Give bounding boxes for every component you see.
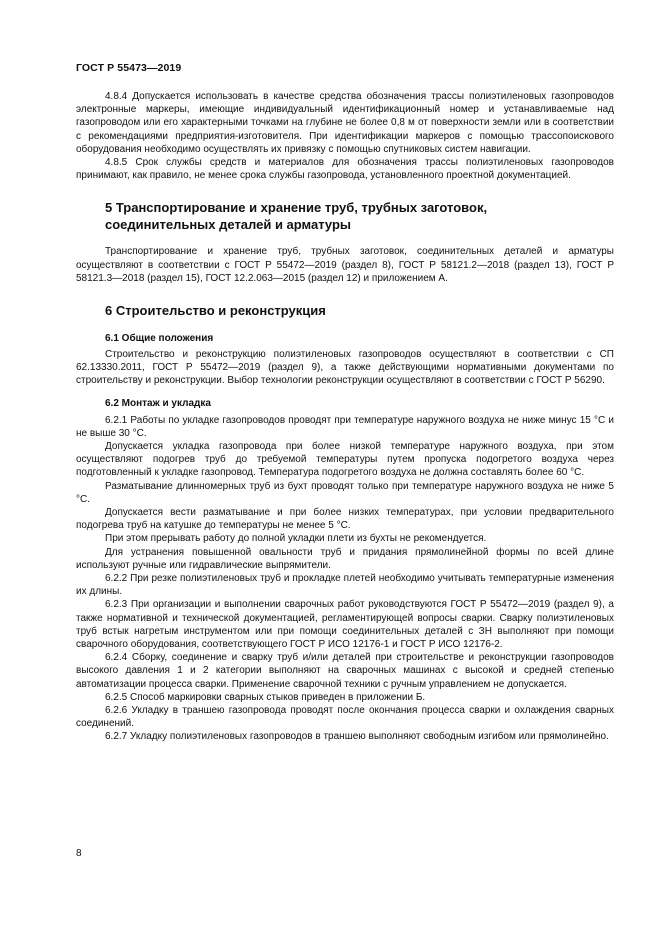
paragraph-6-2-7: 6.2.7 Укладку полиэтиленовых газопроводов в траншею выполняют свободным изгибом или прямолинейно. <box>105 731 609 743</box>
subsection-6-1-heading: 6.1 Общие положения <box>105 332 214 344</box>
subsection-6-2-heading: 6.2 Монтаж и укладка <box>105 398 211 410</box>
paragraph-6-2-6: 6.2.6 Укладку в траншею газопровода проводят после окончания процесса сварки и охлаждения сварных соединений. <box>76 705 614 730</box>
section-5-text: Транспортирование и хранение труб, трубных заготовок, соединительных деталей и арматуры осуществляют в соответствии с ГОСТ Р 55472—2019 (раздел 8), ГОСТ Р 58121.2—2018 (раздел 13), ГОСТ Р 58121.3—2018 (раздел 15), ГОСТ 12.2.063—2015 (раздел 12) и приложением А. <box>76 246 614 284</box>
paragraph-unwinding-low-temp: Допускается вести разматывание и при более низких температурах, при условии предварительного подогрева труб на катушке до температуры не менее 5 °С. <box>76 506 614 532</box>
paragraph-6-2-2: 6.2.2 При резке полиэтиленовых труб и прокладке плетей необходимо учитывать температурные изменения их длины. <box>76 572 614 598</box>
paragraph-6-2-4: 6.2.4 Сборку, соединение и сварку труб и/или деталей при строительстве и реконструкции газопроводов высокого давления 1 и 2 категории выполняют на сварочных машинах с высокой и средней степенью автоматизации процесса сварки. Применение сварочной техники с ручным управлением не допускается. <box>76 652 614 690</box>
paragraph-no-interrupt: При этом прерывать работу до полной укладки плети из бухты не рекомендуется. <box>105 533 487 545</box>
section-5-title-line2: соединительных деталей и арматуры <box>105 216 352 232</box>
paragraph-6-2-1: 6.2.1 Работы по укладке газопроводов проводят при температуре наружного воздуха не ниже минус 15 °С и не выше 30 °С. <box>76 414 614 439</box>
page-content <box>76 90 614 744</box>
standard-header: ГОСТ Р 55473—2019 <box>76 62 182 74</box>
section-5-heading <box>76 200 614 233</box>
subsection-6-1-text: Строительство и реконструкцию полиэтиленовых газопроводов осуществляют в соответствии с СП 62.13330.2011, ГОСТ Р 55472—2019 (раздел 9), а также действующими нормативными документами по строительству и реконструкции. Выбор технологии реконструкции осуществляют в соответствии с ГОСТ Р 56290. <box>76 348 614 387</box>
paragraph-6-2-3: 6.2.3 При организации и выполнении сварочных работ руководствуются ГОСТ Р 55472—2019 (раздел 9), а также нормативной и технической документацией, регламентирующей вопросы сварки. Сварку полиэтиленовых труб встык нагретым инструментом или при помощи соединительных деталей с ЗН выполняют при помощи сварочного оборудования, соответствующего ГОСТ Р ИСО 12176-1 и ГОСТ Р ИСО 12176-2. <box>76 599 614 650</box>
section-5-title-line1: 5 Транспортирование и хранение труб, трубных заготовок, <box>105 200 488 216</box>
paragraph-4-8-5: 4.8.5 Срок службы средств и материалов для обозначения трассы полиэтиленовых газопроводов принимают, как правило, не менее срока службы газопровода, установленного проектной документацией. <box>76 157 614 182</box>
paragraph-6-2-5: 6.2.5 Способ маркировки сварных стыков приведен в приложении Б. <box>105 691 426 703</box>
section-6-heading: 6 Строительство и реконструкция <box>105 303 326 319</box>
paragraph-low-temp-laying: Допускается укладка газопровода при более низкой температуре наружного воздуха, при этом осуществляют подогрев труб до требуемой температуры путем пропуска подогретого воздуха через подготовленный к укладке газопровод. Температура подогретого воздуха не должна составлять более 60 °С. <box>76 440 614 479</box>
paragraph-4-8-4: 4.8.4 Допускается использовать в качестве средства обозначения трассы полиэтиленовых газопроводов электронные маркеры, имеющие индивидуальный идентификационный номер и устанавливаемые над газопроводом или его характерными точками на глубине не более 0,8 м от поверхности земли или в соответствии с рекомендациями предприятия-изготовителя. При идентификации маркеров с помощью трассопоискового оборудования необходимо осуществлять их привязку с помощью спутниковых систем навигации. <box>76 91 614 155</box>
paragraph-straighteners: Для устранения повышенной овальности труб и придания прямолинейной формы по всей длине используют ручные или гидравлические выпрямители. <box>76 546 614 571</box>
paragraph-unwinding: Разматывание длинномерных труб из бухт проводят только при температуре наружного воздуха не ниже 5 °С. <box>76 480 614 505</box>
page-number: 8 <box>76 848 82 859</box>
